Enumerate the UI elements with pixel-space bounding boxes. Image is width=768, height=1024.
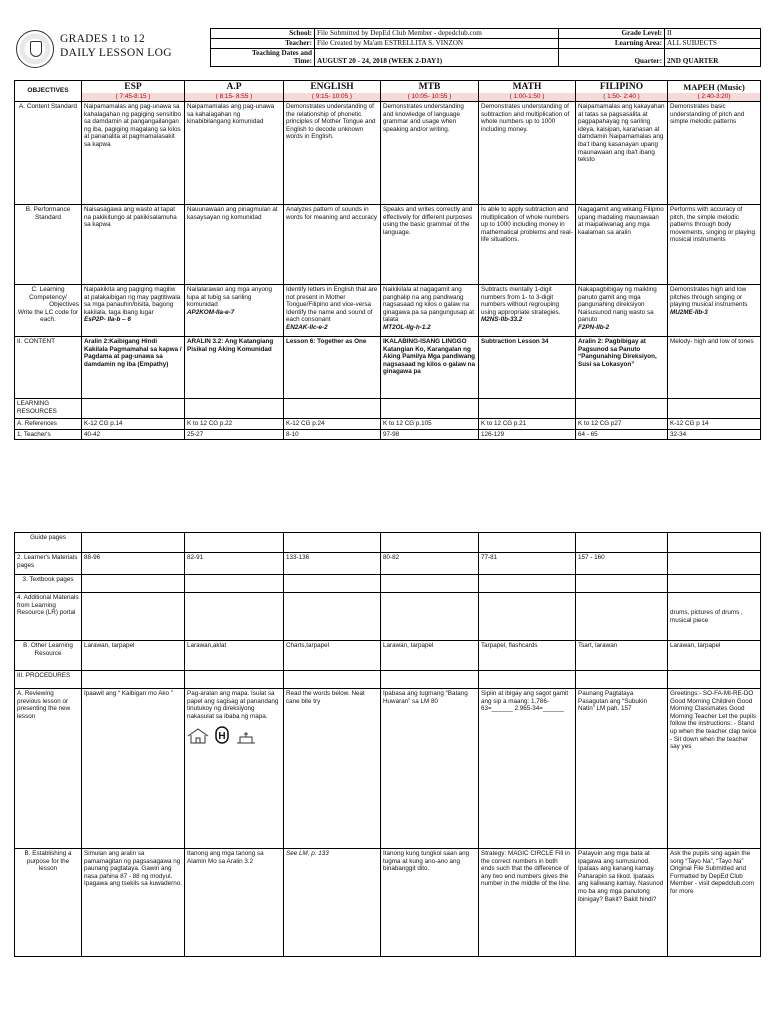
table-cell: Tsart, larawan [576,641,668,671]
references-row [15,419,761,430]
lesson-log-table-part-1 [14,80,760,440]
reviewing-row [15,689,761,849]
table-cell: K to 12 CG p.21 [479,419,576,430]
table-cell: 82-91 [185,553,284,575]
cell-text: Pag-aralan ang mapa. Isulat sa papel ang sagisag at panandang tinutukoy ng direksiyong nakasulat sa ibaba ng mapa. [187,690,279,720]
school-value: File Submitted by DepEd Club Member - depedclub.com [315,29,559,39]
procedures-row [15,671,761,689]
table-cell: Demonstrates basic understanding of pitch and simple melodic patterns [668,102,761,205]
table-cell [668,671,761,689]
additional-materials-row [15,593,761,641]
row-label-line: Write the LC code for each. [17,308,79,324]
table-cell [185,285,284,337]
table-cell [82,533,185,553]
dates-value: AUGUST 20 - 24, 2018 (WEEK 2-DAY1) [315,49,559,67]
competency-text: Subtracts mentally 1-digit numbers from 1- to 3-digit numbers without regrouping using appropriate strategies. [481,286,561,316]
learning-resources-row [15,399,761,419]
table-cell [668,533,761,553]
table-cell: K to 12 CG p.105 [381,419,479,430]
table-cell [381,533,479,553]
table-cell [576,593,668,641]
subject-name: ENGLISH [310,82,354,92]
table-cell [284,593,381,641]
quarter-label: Quarter: [559,49,665,67]
table-cell: K-12 CG p 14 [668,419,761,430]
table-cell: Nauunawaan ang pinagmulan at kasaysayan ng komunidad [185,205,284,285]
area-value: ALL SUBJECTS [665,39,761,49]
table-cell [82,399,185,419]
row-label: B. Establishing a purpose for the lesson [15,849,82,957]
table-cell: 64 - 65 [576,429,668,440]
row-label: 3. Textbook pages [15,575,82,593]
table-cell: Larawan, tarpapel [82,641,185,671]
table-cell [668,553,761,575]
subject-time: ( 2:40-3:20) [668,93,760,101]
row-label [15,285,82,337]
table-cell: Charts,tarpapel [284,641,381,671]
subject-header-mtb [381,81,479,102]
document-title [60,32,172,60]
table-cell [479,285,576,337]
table-cell: Naipamamalas ang kakayahan at tatas sa pagsasalita at pagpapahayag ng sariling ideya, kaisipan, karanasan at damdamin Naipamamalas ang iba't ibang kasanayan upang maunawaan ang iba't ibang teksto [576,102,668,205]
row-label: 4. Additional Materials from Learning Resource (LR) portal [15,593,82,641]
textbook-row [15,575,761,593]
table-cell: K to 12 CG p27 [576,419,668,430]
table-cell: Ipaawit ang “ Kaibigan mo Ako ” [82,689,185,849]
subject-header-esp [82,81,185,102]
table-cell [479,593,576,641]
table-cell: Read the words below. Neat cane bite try [284,689,381,849]
church-icon [235,730,257,744]
table-cell [576,533,668,553]
row-label: 1. Teacher's [15,429,82,440]
subject-name: MATH [512,82,542,92]
table-cell [576,671,668,689]
competency-text: Identify letters in English that are not present in Mother Tongue/Filipino and vice-versa Identify the name and sound of each consonant [286,286,378,324]
table-cell: 40-42 [82,429,185,440]
subject-header-ap [185,81,284,102]
content-standard-row [15,102,761,205]
subject-time: ( 10:05- 10:55 ) [381,93,478,101]
competency-text: Nakapagbibigay ng maikling panuto gamit ang mga pangunahing direksiyon Naisusunod nang wasto sa panuto [578,286,657,324]
lc-code: M2NS-IIb-33.2 [481,316,523,324]
table-cell: 126-129 [479,429,576,440]
table-cell: See LM, p. 133 [284,849,381,957]
lc-code: AP2KOM-IIa-e-7 [187,308,235,316]
subject-time: ( 8:15- 8:55 ) [185,93,283,101]
school-label: School: [211,29,315,39]
table-cell [479,671,576,689]
subject-time: ( 7:45-8:15 ) [82,93,184,101]
table-cell: Speaks and writes correctly and effectively for different purposes using the basic grammar of the language. [381,205,479,285]
learners-materials-row [15,553,761,575]
subject-time: ( 1:50- 2:40 ) [576,93,667,101]
table-cell [668,285,761,337]
table-cell [185,575,284,593]
title-line-2: DAILY LESSON LOG [60,47,172,59]
table-cell: 77-81 [479,553,576,575]
table-cell: K to 12 CG p.22 [185,419,284,430]
row-label-line: Objectives [49,301,79,309]
subject-time: ( 9:15- 10:05 ) [284,93,380,101]
table-cell [284,575,381,593]
table-cell: 88-96 [82,553,185,575]
table-cell: Naipamamalas ang pag-unawa sa kahalagahan ng kinabibilangang komunidad [185,102,284,205]
table-cell: 32-34 [668,429,761,440]
subject-name: FILIPINO [599,82,644,92]
table-cell [576,575,668,593]
table-cell [576,285,668,337]
table-cell: Strategy: MAGIC CIRCLE Fill in the correct numbers in both ends such that the difference of any two end numbers gives the number in the middle of the line. [479,849,576,957]
row-label: A. Reviewing previous lesson or presenting the new lesson [15,689,82,849]
table-cell [381,399,479,419]
table-cell [381,285,479,337]
table-cell: Lesson 6: Together as One [284,337,381,399]
teacher-value: File Created by Ma'am ESTRELLITA S. VINZON [315,39,559,49]
table-cell [479,399,576,419]
lesson-log-table-part-2 [14,532,760,957]
table-cell [479,575,576,593]
grade-value: II [665,29,761,39]
table-cell [82,671,185,689]
subject-time: ( 1:00-1:50 ) [479,93,575,101]
table-cell: Sipiin at ibigay ang sagot gamit ang sip a maang: 1.786-63=______ 2.965-34=______ [479,689,576,849]
table-cell [668,575,761,593]
row-label: II. CONTENT [15,337,82,399]
table-cell [284,285,381,337]
establishing-row [15,849,761,957]
table-cell [381,593,479,641]
table-cell [284,399,381,419]
table-cell: IKALABING-ISANG LINGGO Katangian Ko, Karangalan ng Aking Pamilya Mga pandiwang nagsasaad ng kilos o galaw na ginagawa pa [381,337,479,399]
table-cell: 80-82 [381,553,479,575]
subject-header-math [479,81,576,102]
table-cell: Subtraction Lesson 34 [479,337,576,399]
competency-text: Naipakikita ang pagiging magiliw at palakaibigan ng may pagtitiwala sa mga panauhin/bisita, bagong kakilala, taga ibang lugar [84,286,181,316]
table-cell: Larawan,aklat [185,641,284,671]
subject-name: ESP [124,82,142,92]
table-cell [479,533,576,553]
table-cell [185,593,284,641]
document-header [14,28,760,72]
table-cell: Patayuin ang mga bata at ipagawa ang sumusunod. Ipataas ang kanang kamay. Paharapin sa likod. Ipataas ang kaliwang kamay. Nasunod mo ba ang mga panutong ibinigay? Bakit? Bakit hindi? [576,849,668,957]
lc-code: EN2AK-IIc-e-2 [286,323,328,331]
table-cell: Naipamamalas ang pag-unawa sa kahalagahan ng pagiging sensitibo sa damdamin at pangangailangan ng iba, pagiging magalang sa kilos at pananalita at pagmamalasakit sa kapwa [82,102,185,205]
row-label: B. Other Learning Resource [15,641,82,671]
table-cell: Paunang Pagtataya Pasagutan ang “Subukin Natin” LM pah. 157 [576,689,668,849]
dates-label [211,49,315,67]
table-cell: drums, pictures of drums , musical piece [668,593,761,641]
table-cell: K-12 CG p.24 [284,419,381,430]
teacher-label: Teacher: [211,39,315,49]
table-cell: Ask the pupils sing again the song “Tayo Na”, “Tayo Na” Original File Submitted and Formatted by DepEd Club Member - visit depedclub.com for more [668,849,761,957]
table-cell: 133-136 [284,553,381,575]
row-label: III. PROCEDURES [15,671,82,689]
teachers-guide-row [15,429,761,440]
row-label: A. References [15,419,82,430]
subject-header-filipino [576,81,668,102]
row-label-line: C. Learning Competency/ [29,286,67,301]
table-cell [284,533,381,553]
row-label: LEARNING RESOURCES [15,399,82,419]
table-cell: Ipabasa ang tugmang “Batang Huwaran” sa LM 80 [381,689,479,849]
house-icon [187,728,209,744]
table-cell [82,593,185,641]
subject-name: MTB [418,82,441,92]
table-cell [381,671,479,689]
content-row [15,337,761,399]
lc-code: F2PN-IIb-2 [578,323,610,331]
deped-seal-icon [16,30,54,68]
table-cell [185,671,284,689]
table-cell: Melody- high and low of tones [668,337,761,399]
table-cell: Naisasagawa ang wasto at tapat na pakikitungo at pakikisalamuha sa kapwa [82,205,185,285]
table-cell: Analyzes pattern of sounds in words for meaning and accuracy [284,205,381,285]
row-label: Guide pages [15,533,82,553]
table-cell [381,575,479,593]
table-cell: Demonstrates understanding of subtraction and multiplication of whole numbers up to 1000 including money. [479,102,576,205]
title-line-1: GRADES 1 to 12 [60,33,146,45]
competency-text: Demonstrates high and low pitches through singing or playing musical instruments [670,286,748,309]
table-cell: Itanong ang mga tanong sa Alamin Mo sa Aralin 3.2 [185,849,284,957]
row-label: 2. Learner's Materials pages [15,553,82,575]
subject-name: MAPEH (Music) [683,82,745,92]
lc-code: MU2ME-IIb-3 [670,308,708,316]
lc-code: MT2OL-IIg-h-1.2 [383,323,431,331]
competency-text: Naikikilala at nagagamit ang panghalip na ang pandiwang nagsasaad ng kilos o galaw na ginagawa pa sa pangungusap at talata [383,286,475,324]
table-cell: Aralin 2: Pagbibigay at Pagsunod sa Panuto “Pangunahing Direksiyon, Susi sa Lokasyon” [576,337,668,399]
guide-pages-row [15,533,761,553]
table-cell: Itanong kung tungkol saan ang tugma at kung ano-ano ang binabanggit dito. [381,849,479,957]
table-cell: Demonstrates understanding of the relationship of phonetic principles of Mother Tongue and English to decode unknown words in English. [284,102,381,205]
table-cell: Simulan ang aralin sa pamamagitan ng pagsasagawa ng paunang pagtataya. Gawin ang nasa pahina 87 - 88 ng modyul. Ipagawa ang tsekils sa kuwaderno. [82,849,185,957]
area-label: Learning Area: [559,39,665,49]
table-cell: Aralin 2:Kaibigang Hindi Kakilala Pagmamahal sa kapwa / Pagdama at pag-unawa sa damdamin ng iba (Empathy) [82,337,185,399]
table-cell: 97-98 [381,429,479,440]
table-cell: ARALIN 3.2: Ang Katangiang Pisikal ng Aking Komunidad [185,337,284,399]
table-cell: Nagagamit ang wikang Filipino upang madaling maunawaan at maipaliwanag ang mga kaalaman sa aralin [576,205,668,285]
quarter-value: 2ND QUARTER [665,49,761,67]
hospital-sign-icon [215,726,229,744]
dates-label-line-1: Teaching Dates and [251,49,312,57]
table-cell: 157 - 160 [576,553,668,575]
subject-header-mapeh [668,81,761,102]
row-label: B. Performance Standard [15,205,82,285]
subject-header-english [284,81,381,102]
map-icons [187,726,281,744]
table-cell [668,399,761,419]
header-meta-table [210,28,761,67]
table-cell [284,671,381,689]
table-cell: Demonstrates understanding and knowledge of language grammar and usage when speaking and/or writing. [381,102,479,205]
table-cell [576,399,668,419]
table-cell: K-12 CG p.14 [82,419,185,430]
table-cell [82,575,185,593]
lc-code: EsP2P- IIa-b – 6 [84,316,131,324]
table-cell: Tarpapel, flashcards [479,641,576,671]
table-cell [185,689,284,849]
table-cell: 8-10 [284,429,381,440]
dates-label-line-2: Time: [293,57,312,65]
objectives-header: OBJECTIVES [15,81,82,102]
performance-standard-row [15,205,761,285]
competency-row [15,285,761,337]
subject-name: A.P [226,82,242,92]
table-cell [82,285,185,337]
table-cell [185,533,284,553]
grade-label: Grade Level: [559,29,665,39]
table-cell: Larawan, tarpapel [668,641,761,671]
svg-text:H: H [218,731,226,743]
table-cell [185,399,284,419]
other-resources-row [15,641,761,671]
table-cell: Is able to apply subtraction and multiplication of whole numbers up to 1000 including money in mathematical problems and real-life situations. [479,205,576,285]
table-cell: Larawan, tarpapel [381,641,479,671]
table-cell: 25-27 [185,429,284,440]
table-cell: Performs with accuracy of pitch, the simple melodic patterns through body movements, singing or playing musical instruments [668,205,761,285]
table-cell: Greetings:- SO-FA-MI-RE-DO Good Morning Children Good Morning Classmates Good Morning Teacher Let the pupils follow the instructions: - Stand up when the teacher clap twice - Sit down when the teacher say yes [668,689,761,849]
competency-text: Nailalarawan ang mga anyong lupa at tubig sa sariling komunidad [187,286,273,309]
row-label: A. Content Standard [15,102,82,205]
